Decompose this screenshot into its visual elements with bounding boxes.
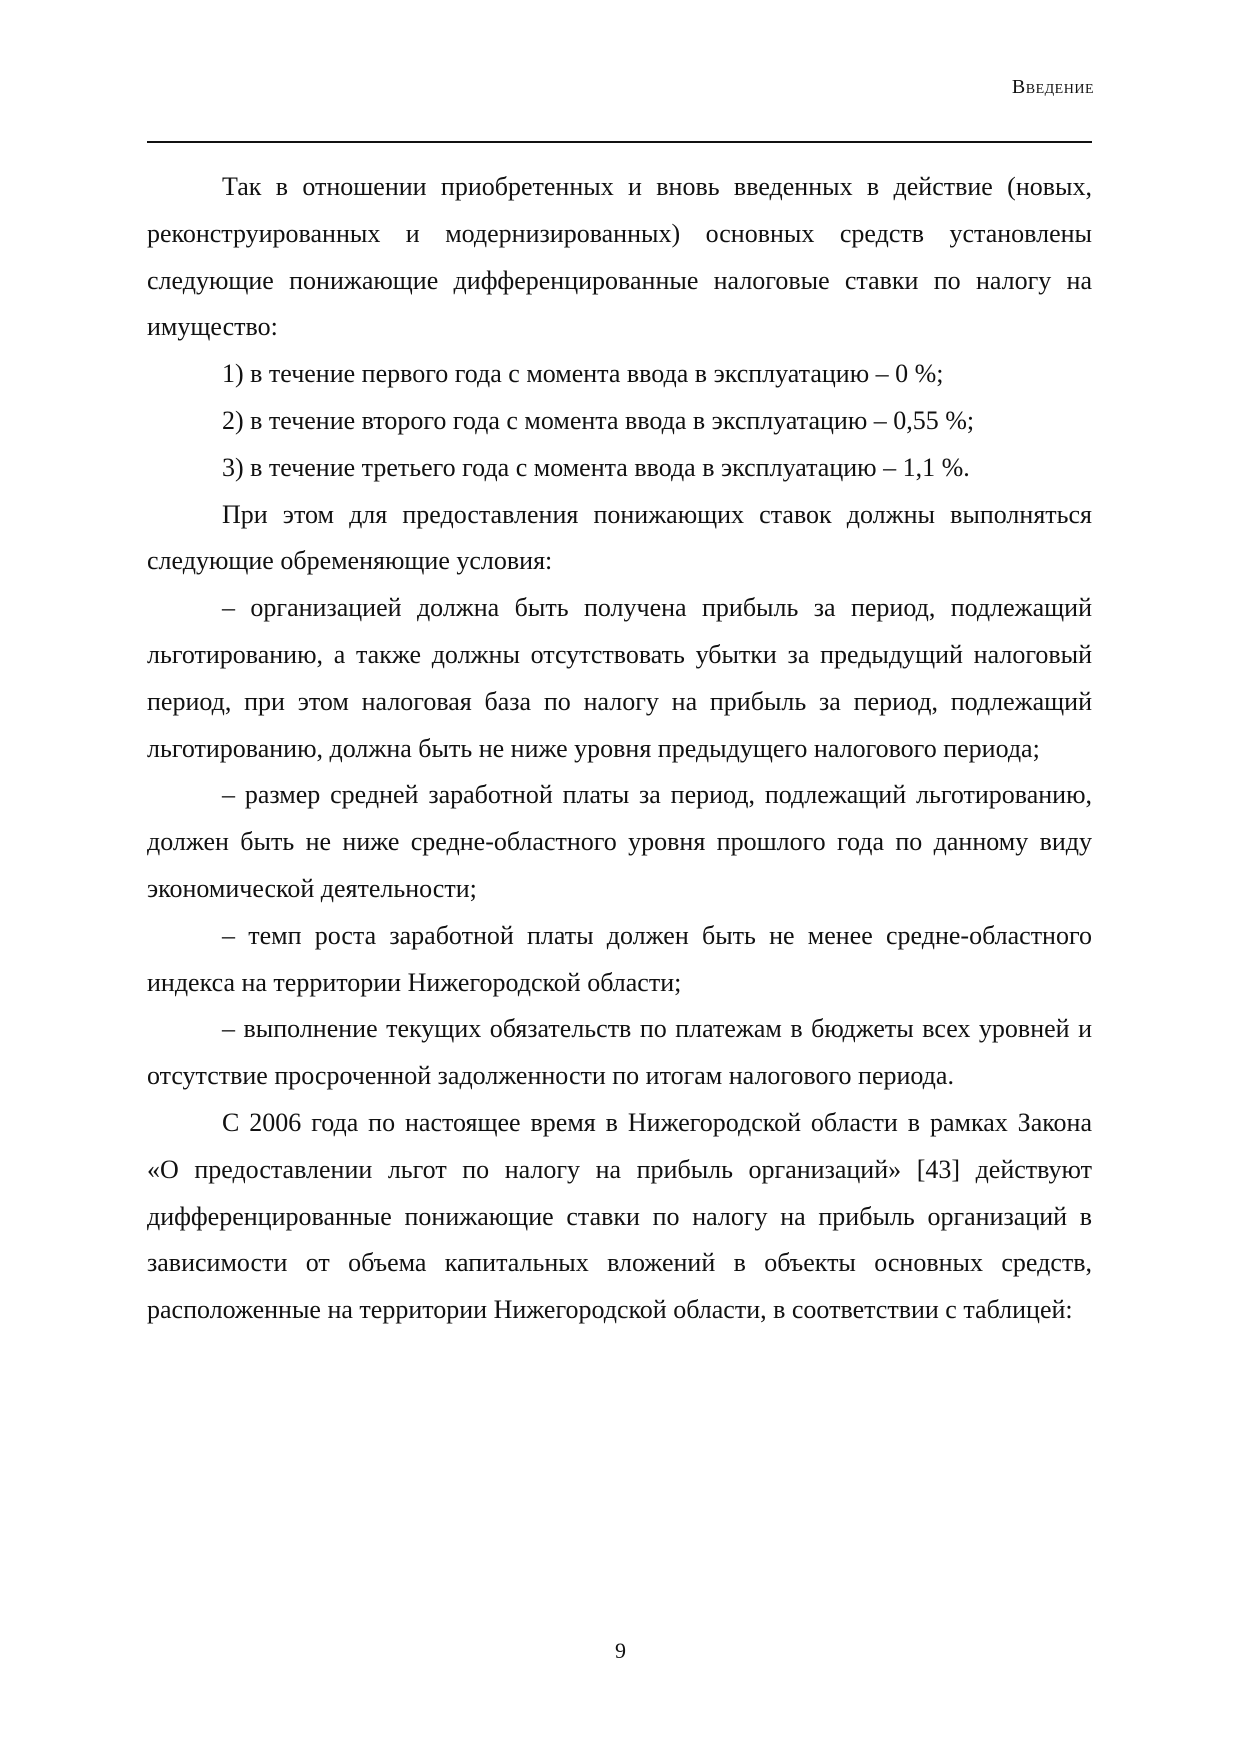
- paragraph: При этом для предоставления понижающих ставок должны выполняться следующие обременяющие условия:: [147, 499, 1092, 576]
- paragraph: Так в отношении приобретенных и вновь введенных в действие (новых, реконструированных и модернизированных) основных средств установлены следующие понижающие дифференцированные налоговые ставки по налогу на имущество:: [147, 172, 1092, 342]
- header-divider: [147, 141, 1092, 143]
- list-item: – организацией должна быть получена прибыль за период, подлежащий льготированию, а также должны отсутствовать убытки за предыдущий налоговый период, при этом налоговая база по налогу на прибыль за период, подлежащий льготированию, должна быть не ниже уровня предыдущего налогового периода;: [147, 593, 1092, 763]
- running-header: Введение: [1011, 76, 1094, 98]
- list-item: – выполнение текущих обязательств по платежам в бюджеты всех уровней и отсутствие просроченной задолженности по итогам налогового периода.: [147, 1014, 1092, 1091]
- list-item: 1) в течение первого года с момента ввода в эксплуатацию – 0 %;: [222, 359, 944, 389]
- list-item: – размер средней заработной платы за период, подлежащий льготированию, должен быть не ниже средне-областного уровня прошлого года по данному виду экономической деятельности;: [147, 780, 1092, 903]
- list-item: 2) в течение второго года с момента ввода в эксплуатацию – 0,55 %;: [222, 405, 975, 435]
- list-item: – темп роста заработной платы должен быть не менее средне-областного индекса на территории Нижегородской области;: [147, 920, 1092, 997]
- list-item: 3) в течение третьего года с момента ввода в эксплуатацию – 1,1 %.: [222, 452, 970, 482]
- page-number: 9: [615, 1638, 626, 1663]
- paragraph: С 2006 года по настоящее время в Нижегородской области в рамках Закона «О предоставлении льгот по налогу на прибыль организаций» [43] действуют дифференцированные понижающие ставки по налогу на прибыль организаций в зависимости от объема капитальных вложений в объекты основных средств, расположенные на территории Нижегородской области, в соответствии с таблицей:: [147, 1107, 1092, 1325]
- body-text: [147, 164, 1092, 1334]
